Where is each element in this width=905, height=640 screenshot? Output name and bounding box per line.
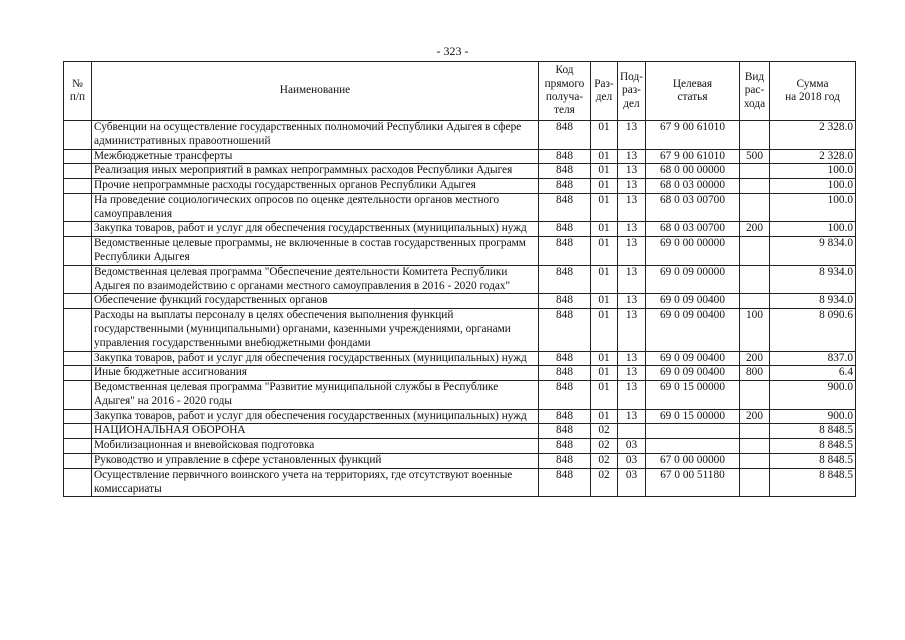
cell-recipient-code: 848 — [539, 121, 591, 150]
cell-expense-type — [740, 453, 770, 468]
table-row — [64, 309, 856, 351]
cell-expense-type: 200 — [740, 409, 770, 424]
cell-expense-type: 100 — [740, 309, 770, 351]
cell-name: Руководство и управление в сфере установленных функций — [92, 453, 539, 468]
cell-name: Субвенции на осуществление государственных полномочий Республики Адыгея в сфере административных правоотношений — [92, 121, 539, 150]
cell-target-article: 69 0 09 00400 — [646, 309, 740, 351]
header-name-label: Наименование — [279, 84, 351, 97]
cell-recipient-code: 848 — [539, 409, 591, 424]
cell-name: Иные бюджетные ассигнования — [92, 366, 539, 381]
cell-section: 01 — [591, 351, 618, 366]
cell-section: 01 — [591, 121, 618, 150]
cell-target-article: 69 0 09 00400 — [646, 294, 740, 309]
cell-subsection: 13 — [618, 351, 646, 366]
cell-subsection: 13 — [618, 366, 646, 381]
cell-subsection — [618, 424, 646, 439]
cell-name: На проведение социологических опросов по оценке деятельности органов местного самоуправления — [92, 193, 539, 222]
table-row — [64, 366, 856, 381]
header-expense-type-label: Вид рас- хода — [743, 71, 766, 110]
table-row — [64, 179, 856, 194]
header-expense-type — [740, 62, 770, 121]
cell-target-article: 69 0 15 00000 — [646, 381, 740, 410]
cell-subsection: 13 — [618, 121, 646, 150]
cell-section: 01 — [591, 381, 618, 410]
cell-target-article: 68 0 03 00700 — [646, 193, 740, 222]
cell-expense-type — [740, 439, 770, 454]
cell-sum: 100.0 — [770, 179, 856, 194]
cell-section: 02 — [591, 453, 618, 468]
table-row — [64, 424, 856, 439]
cell-recipient-code: 848 — [539, 468, 591, 497]
cell-sum: 8 848.5 — [770, 439, 856, 454]
cell-target-article: 69 0 09 00000 — [646, 265, 740, 294]
cell-section: 01 — [591, 193, 618, 222]
cell-expense-type — [740, 424, 770, 439]
header-subsection-label: Под- раз- дел — [620, 71, 643, 110]
cell-recipient-code: 848 — [539, 439, 591, 454]
cell-target-article: 67 9 00 61010 — [646, 121, 740, 150]
header-row — [64, 62, 856, 121]
cell-sum: 8 934.0 — [770, 265, 856, 294]
page-number: - 323 - — [436, 44, 469, 58]
table-header — [64, 62, 856, 121]
cell-expense-type — [740, 121, 770, 150]
cell-sum: 2 328.0 — [770, 149, 856, 164]
cell-section: 01 — [591, 309, 618, 351]
header-subsection — [618, 62, 646, 121]
cell-subsection: 13 — [618, 294, 646, 309]
cell-sum: 100.0 — [770, 193, 856, 222]
header-number-label: № п/п — [69, 77, 86, 103]
header-target-article — [646, 62, 740, 121]
cell-number — [64, 193, 92, 222]
cell-number — [64, 366, 92, 381]
cell-name: Закупка товаров, работ и услуг для обеспечения государственных (муниципальных) нужд — [92, 409, 539, 424]
cell-recipient-code: 848 — [539, 222, 591, 237]
cell-number — [64, 439, 92, 454]
cell-recipient-code: 848 — [539, 381, 591, 410]
cell-number — [64, 265, 92, 294]
cell-number — [64, 424, 92, 439]
cell-sum: 8 848.5 — [770, 424, 856, 439]
table-row — [64, 453, 856, 468]
cell-section: 01 — [591, 265, 618, 294]
header-section — [591, 62, 618, 121]
cell-subsection: 13 — [618, 265, 646, 294]
cell-section: 01 — [591, 179, 618, 194]
cell-target-article: 67 0 00 00000 — [646, 453, 740, 468]
cell-expense-type: 500 — [740, 149, 770, 164]
cell-target-article — [646, 424, 740, 439]
cell-expense-type — [740, 294, 770, 309]
header-sum-label: Сумма на 2018 год — [785, 77, 840, 103]
cell-sum: 900.0 — [770, 409, 856, 424]
cell-target-article: 69 0 00 00000 — [646, 237, 740, 266]
cell-expense-type — [740, 193, 770, 222]
cell-number — [64, 222, 92, 237]
cell-subsection: 13 — [618, 193, 646, 222]
cell-number — [64, 237, 92, 266]
cell-section: 01 — [591, 409, 618, 424]
cell-name: Закупка товаров, работ и услуг для обеспечения государственных (муниципальных) нужд — [92, 222, 539, 237]
cell-recipient-code: 848 — [539, 265, 591, 294]
cell-sum: 100.0 — [770, 164, 856, 179]
cell-recipient-code: 848 — [539, 193, 591, 222]
header-sum — [770, 62, 856, 121]
header-target-article-label: Целевая статья — [672, 77, 713, 103]
header-name — [92, 62, 539, 121]
cell-name: Расходы на выплаты персоналу в целях обеспечения выполнения функций государственными (муниципальными) органами, казенными учреждениями, органами управления государственными внебюджетными фондами — [92, 309, 539, 351]
cell-subsection: 13 — [618, 309, 646, 351]
cell-sum: 8 848.5 — [770, 468, 856, 497]
cell-subsection: 13 — [618, 409, 646, 424]
cell-expense-type: 200 — [740, 222, 770, 237]
cell-subsection: 03 — [618, 453, 646, 468]
cell-recipient-code: 848 — [539, 237, 591, 266]
table-row — [64, 237, 856, 266]
table-row — [64, 149, 856, 164]
cell-number — [64, 351, 92, 366]
table-row — [64, 468, 856, 497]
table-row — [64, 351, 856, 366]
cell-target-article: 67 9 00 61010 — [646, 149, 740, 164]
cell-sum: 100.0 — [770, 222, 856, 237]
table-body — [64, 121, 856, 497]
cell-expense-type — [740, 237, 770, 266]
cell-expense-type — [740, 468, 770, 497]
cell-target-article — [646, 439, 740, 454]
table-row — [64, 265, 856, 294]
cell-name: Прочие непрограммные расходы государственных органов Республики Адыгея — [92, 179, 539, 194]
cell-subsection: 03 — [618, 468, 646, 497]
cell-number — [64, 121, 92, 150]
cell-name: Ведомственная целевая программа "Обеспечение деятельности Комитета Республики Адыгея по взаимодействию с органами местного самоуправления в 2016 - 2020 годах" — [92, 265, 539, 294]
cell-sum: 6.4 — [770, 366, 856, 381]
cell-recipient-code: 848 — [539, 453, 591, 468]
table-row — [64, 409, 856, 424]
cell-number — [64, 179, 92, 194]
cell-name: Ведомственная целевая программа "Развитие муниципальной службы в Республике Адыгея" на 2016 - 2020 годы — [92, 381, 539, 410]
table-row — [64, 222, 856, 237]
cell-target-article: 69 0 15 00000 — [646, 409, 740, 424]
cell-number — [64, 453, 92, 468]
table-row — [64, 439, 856, 454]
cell-recipient-code: 848 — [539, 351, 591, 366]
header-recipient-code-label: Код прямого получа- теля — [544, 64, 585, 117]
header-recipient-code — [539, 62, 591, 121]
cell-subsection: 13 — [618, 179, 646, 194]
cell-section: 01 — [591, 149, 618, 164]
cell-section: 02 — [591, 468, 618, 497]
cell-expense-type — [740, 381, 770, 410]
cell-target-article: 68 0 03 00700 — [646, 222, 740, 237]
cell-section: 01 — [591, 222, 618, 237]
cell-subsection: 13 — [618, 164, 646, 179]
table-row — [64, 121, 856, 150]
cell-number — [64, 164, 92, 179]
cell-sum: 8 090.6 — [770, 309, 856, 351]
cell-target-article: 68 0 00 00000 — [646, 164, 740, 179]
cell-target-article: 68 0 03 00000 — [646, 179, 740, 194]
cell-section: 01 — [591, 366, 618, 381]
cell-name: Реализация иных мероприятий в рамках непрограммных расходов Республики Адыгея — [92, 164, 539, 179]
budget-table — [63, 61, 856, 497]
cell-subsection: 13 — [618, 381, 646, 410]
cell-name: НАЦИОНАЛЬНАЯ ОБОРОНА — [92, 424, 539, 439]
table-row — [64, 381, 856, 410]
cell-recipient-code: 848 — [539, 309, 591, 351]
cell-number — [64, 468, 92, 497]
cell-section: 01 — [591, 164, 618, 179]
cell-section: 02 — [591, 424, 618, 439]
cell-recipient-code: 848 — [539, 179, 591, 194]
cell-sum: 900.0 — [770, 381, 856, 410]
cell-sum: 8 848.5 — [770, 453, 856, 468]
cell-expense-type — [740, 179, 770, 194]
cell-target-article: 69 0 09 00400 — [646, 351, 740, 366]
cell-number — [64, 294, 92, 309]
cell-name: Обеспечение функций государственных органов — [92, 294, 539, 309]
cell-section: 02 — [591, 439, 618, 454]
cell-section: 01 — [591, 237, 618, 266]
cell-recipient-code: 848 — [539, 294, 591, 309]
cell-expense-type — [740, 265, 770, 294]
cell-expense-type: 200 — [740, 351, 770, 366]
cell-section: 01 — [591, 294, 618, 309]
cell-sum: 9 834.0 — [770, 237, 856, 266]
cell-name: Межбюджетные трансферты — [92, 149, 539, 164]
cell-name: Мобилизационная и вневойсковая подготовка — [92, 439, 539, 454]
cell-recipient-code: 848 — [539, 164, 591, 179]
table-row — [64, 164, 856, 179]
cell-sum: 837.0 — [770, 351, 856, 366]
cell-recipient-code: 848 — [539, 149, 591, 164]
cell-subsection: 13 — [618, 237, 646, 266]
header-section-label: Раз- дел — [594, 77, 614, 103]
cell-name: Закупка товаров, работ и услуг для обеспечения государственных (муниципальных) нужд — [92, 351, 539, 366]
cell-number — [64, 309, 92, 351]
cell-recipient-code: 848 — [539, 366, 591, 381]
cell-sum: 8 934.0 — [770, 294, 856, 309]
cell-number — [64, 149, 92, 164]
cell-target-article: 69 0 09 00400 — [646, 366, 740, 381]
cell-subsection: 13 — [618, 149, 646, 164]
cell-target-article: 67 0 00 51180 — [646, 468, 740, 497]
table-row — [64, 294, 856, 309]
cell-name: Осуществление первичного воинского учета на территориях, где отсутствуют военные комиссариаты — [92, 468, 539, 497]
cell-subsection: 03 — [618, 439, 646, 454]
cell-sum: 2 328.0 — [770, 121, 856, 150]
cell-number — [64, 409, 92, 424]
table-row — [64, 193, 856, 222]
cell-recipient-code: 848 — [539, 424, 591, 439]
cell-expense-type — [740, 164, 770, 179]
cell-name: Ведомственные целевые программы, не включенные в состав государственных программ Республики Адыгея — [92, 237, 539, 266]
cell-subsection: 13 — [618, 222, 646, 237]
header-number — [64, 62, 92, 121]
cell-expense-type: 800 — [740, 366, 770, 381]
cell-number — [64, 381, 92, 410]
